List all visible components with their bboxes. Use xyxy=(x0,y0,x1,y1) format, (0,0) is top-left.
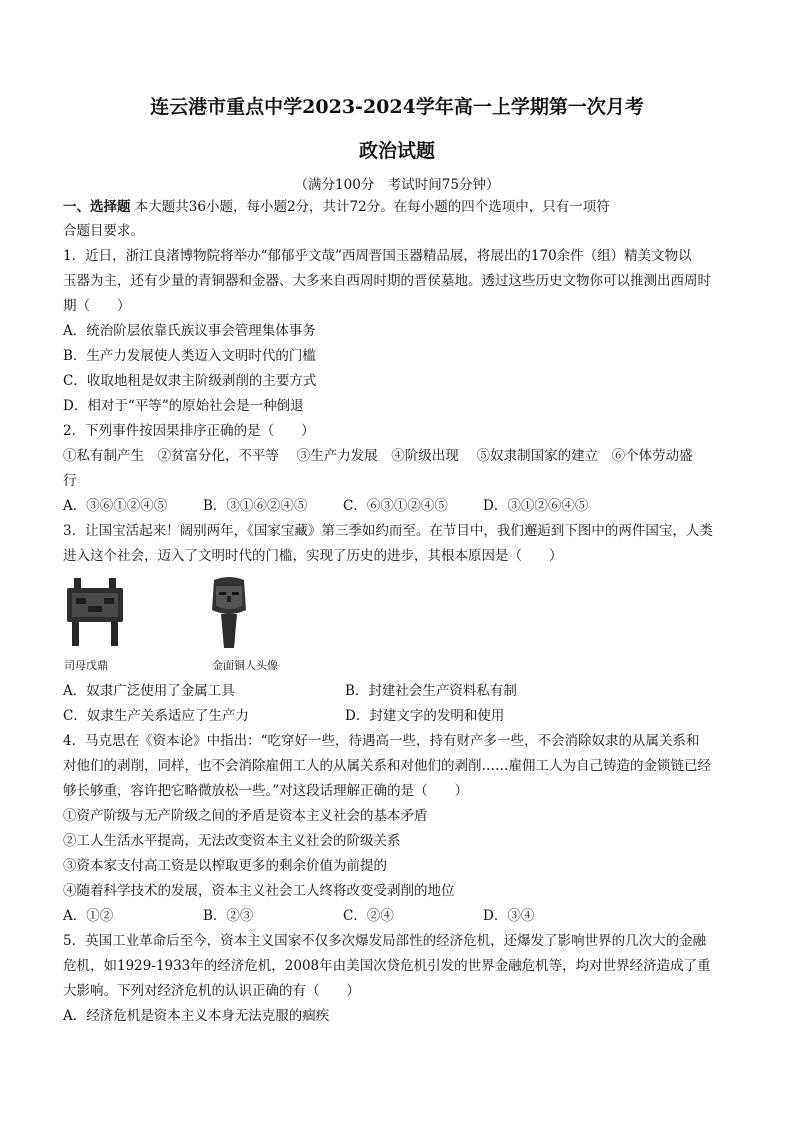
q1-option-c: C．收取地租是奴隶主阶级剥削的主要方式 xyxy=(63,373,317,389)
q4-option-d: D．③④ xyxy=(483,908,535,924)
q5-stem-line: 大影响。下列对经济危机的认识正确的有（ ） xyxy=(63,983,360,999)
q3-option-d: D．封建文字的发明和使用 xyxy=(345,708,505,724)
ding-caption: 司母戊鼎 xyxy=(64,659,108,672)
q2-items: ①私有制产生 ②贫富分化，不平等 ③生产力发展 ④阶级出现 ⑤奴隶制国家的建立 ⑥个体劳动盛 xyxy=(63,448,693,464)
q5-stem-line: 5．英国工业革命后至今，资本主义国家不仅多次爆发局部性的经济危机，还爆发了影响世界的几次大的金融 xyxy=(63,933,707,949)
exam-subject: 政治试题 xyxy=(358,140,435,162)
section-intro-text: 本大题共36小题，每小题2分，共计72分。在每小题的四个选项中，只有一项符 xyxy=(130,199,610,215)
q2-option-b: B．③①⑥②④⑤ xyxy=(203,498,308,514)
q1-stem-line: 1．近日，浙江良渚博物院将举办“郁郁乎文哉”西周晋国玉器精品展，将展出的170余件（组）精美文物以 xyxy=(63,248,692,264)
q4-statement: ①资产阶级与无产阶级之间的矛盾是资本主义社会的基本矛盾 xyxy=(63,808,428,824)
q2-option-d: D．③①②⑥④⑤ xyxy=(483,498,589,514)
q4-option-c: C．②④ xyxy=(343,908,394,924)
q3-stem-line: 进入这个社会，迈入了文明时代的门槛，实现了历史的进步，其根本原因是（ ） xyxy=(63,548,563,564)
simuwu-ding-image xyxy=(64,576,126,648)
head-caption: 金面铜人头像 xyxy=(212,659,278,672)
q2-stem: 2．下列事件按因果排序正确的是（ ） xyxy=(63,423,315,439)
exam-title: 连云港市重点中学2023-2024学年高一上学期第一次月考 xyxy=(150,96,644,118)
section-label: 一、选择题 xyxy=(63,199,131,215)
section-intro-cont: 合题目要求。 xyxy=(63,223,144,239)
q4-statement: ④随着科学技术的发展，资本主义社会工人终将改变受剥削的地位 xyxy=(63,883,455,899)
q4-statement: ③资本家支付高工资是以榨取更多的剩余价值为前提的 xyxy=(63,858,387,874)
section-intro xyxy=(63,198,743,216)
q5-stem-line: 危机，如1929-1933年的经济危机，2008年由美国次贷危机引发的世界金融危机等，均对世界经济造成了重 xyxy=(63,958,711,974)
q4-stem-line: 对他们的剥削，同样，也不会消除雇佣工人的从属关系和对他们的剥削……雇佣工人为自己铸造的金锁链已经 xyxy=(63,758,711,774)
q2-items-cont: 行 xyxy=(63,473,77,489)
q4-option-a: A．①② xyxy=(63,908,114,924)
q4-statement: ②工人生活水平提高，无法改变资本主义社会的阶级关系 xyxy=(63,833,401,849)
bronze-head-image xyxy=(206,576,252,650)
q4-stem-line: 够长够重，容许把它略微放松一些。”对这段话理解正确的是（ ） xyxy=(63,783,469,799)
q4-option-b: B．②③ xyxy=(203,908,254,924)
q3-option-b: B．封建社会生产资料私有制 xyxy=(345,683,517,699)
q4-stem-line: 4．马克思在《资本论》中指出：“吃穿好一些，待遇高一些，持有财产多一些，不会消除奴隶的从属关系和 xyxy=(63,733,700,749)
q2-option-a: A．③⑥①②④⑤ xyxy=(63,498,168,514)
q1-stem-line: 期（ ） xyxy=(63,298,131,314)
q3-option-c: C．奴隶生产关系适应了生产力 xyxy=(63,708,249,724)
q1-option-d: D．相对于“平等”的原始社会是一种倒退 xyxy=(63,398,304,414)
q3-stem-line: 3．让国宝活起来！阔别两年，《国家宝藏》第三季如约而至。在节目中，我们邂逅到下图中的两件国宝，人类 xyxy=(63,523,713,539)
exam-info: （满分100分 考试时间75分钟） xyxy=(294,177,500,193)
q3-option-a: A．奴隶广泛使用了金属工具 xyxy=(63,683,235,699)
q1-option-b: B．生产力发展使人类迈入文明时代的门槛 xyxy=(63,348,316,364)
q5-option-a: A．经济危机是资本主义本身无法克服的痼疾 xyxy=(63,1008,330,1024)
q1-option-a: A．统治阶层依靠氏族议事会管理集体事务 xyxy=(63,323,316,339)
q1-stem-line: 玉器为主，还有少量的青铜器和金器、大多来自西周时期的晋侯墓地。透过这些历史文物你可以推测出西周时 xyxy=(63,273,711,289)
q2-option-c: C．⑥③①②④⑤ xyxy=(343,498,448,514)
